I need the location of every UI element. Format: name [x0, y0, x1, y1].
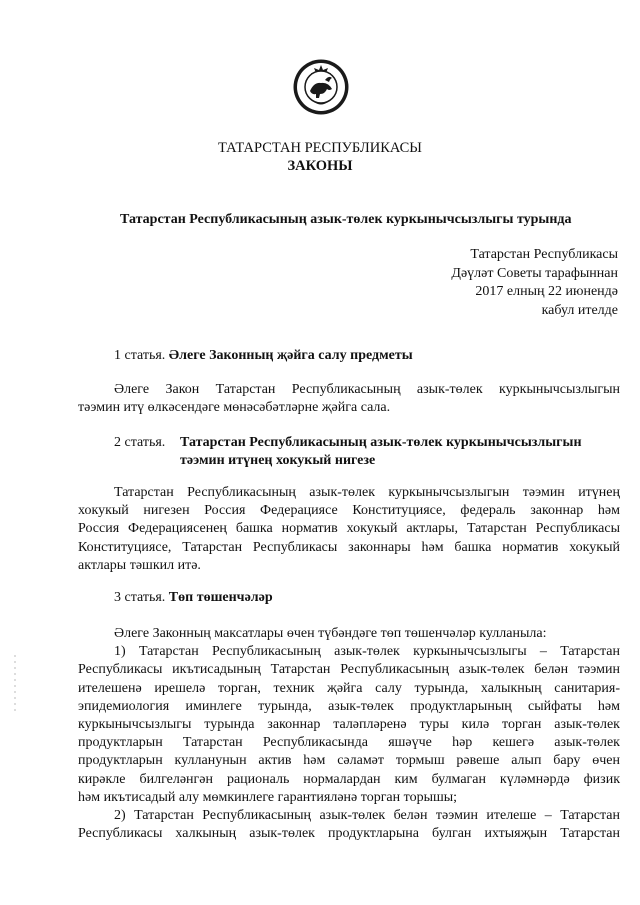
text-line: Татарстан Республикасының азык-төлек куркынычсызлыгын тәэмин итүнең	[114, 485, 620, 500]
republic-name: ТАТАРСТАН РЕСПУБЛИКАСЫ	[218, 140, 422, 156]
adoption-line: Татарстан Республикасы	[470, 247, 618, 262]
text-line: ителешенә ирешелә торган, техник җәйга салу турында, халыкның санитария-	[78, 680, 620, 696]
article-3-heading	[114, 590, 273, 606]
text-line: 2) Татарстан Республикасының азык-төлек белән тәэмин ителеше – Татарстан	[114, 808, 620, 824]
adoption-line: кабул ителде	[541, 302, 618, 318]
article-title: Төп төшенчәләр	[168, 590, 273, 605]
text-line: Әлеге Закон Татарстан Республикасының азык-төлек куркынычсызлыгын	[114, 382, 620, 397]
text-line: кирәкле билгеләнгән рациональ нормалардан ким булмаган күләмнәрдә физик	[78, 771, 620, 787]
article-number: 3 статья.	[114, 590, 166, 605]
text-line: Конституциясе, Татарстан Республикасы законнары һәм башка норматив хокукый	[78, 539, 620, 555]
text-line: һәм икътисадый алу мөмкинлеге гарантияләнә торган торышы;	[78, 789, 458, 805]
text-line: продуктларын кулланунын актив һәм сәламәт тормыш рәвеше алып бару өчен	[78, 753, 620, 769]
article-1-heading	[114, 348, 413, 364]
adoption-block	[451, 246, 618, 320]
article-title: Татарстан Республикасының азык-төлек куркынычсызлыгын тәэмин итүнең хокукый нигезе	[180, 435, 582, 468]
text-line: Россия Федерациясенең башка норматив хокукый актлары, Татарстан Республикасы	[78, 521, 620, 537]
text-line: продуктларын Татарстан Республикасында яшәүче һәр кешегә азык-төлек	[78, 735, 620, 751]
text-line: актлары тәшкил итә.	[78, 557, 201, 573]
article-2-body	[78, 484, 620, 575]
tatarstan-coat-of-arms-icon	[292, 58, 350, 116]
adoption-line: 2017 елның 22 июнендә	[475, 284, 618, 299]
article-number: 1 статья.	[114, 348, 166, 363]
law-title: Татарстан Республикасының азык-төлек куркынычсызлыгы турында	[120, 212, 572, 227]
text-line: Республикасы халкының азык-төлек продуктларына булган ихтыяҗын Татарстан	[78, 826, 620, 842]
text-line: хокукый нигезен Россия Федерациясе Конституциясе, федераль законнар һәм	[78, 503, 620, 519]
text-line: 1) Татарстан Республикасының азык-төлек куркынычсызлыгы – Татарстан	[114, 644, 620, 660]
article-3-body	[78, 625, 620, 843]
text-line: эпидемиология иминлеге турында, азык-төлек продуктларының сыйфаты һәм	[78, 698, 620, 714]
scan-margin-mark	[14, 655, 16, 715]
text-line: Әлеге Законның максатлары өчен түбәндәге төп төшенчәләр кулланыла:	[114, 626, 547, 641]
text-line: тәэмин итү өлкәсендәге мөнәсәбәтләрне җәйга сала.	[78, 400, 391, 416]
article-title: Әлеге Законның җәйга салу предметы	[168, 348, 413, 363]
text-line: куркынычсызлыгы турында законнар таләпләренә туры килә торган азык-төлек	[78, 717, 620, 733]
adoption-line: Дәүләт Советы тарафыннан	[451, 265, 618, 281]
law-label: ЗАКОНЫ	[287, 158, 353, 174]
article-number: 2 статья.	[114, 435, 166, 450]
text-line: Республикасы икътисадының Татарстан Республикасының азык-төлек белән тәэмин	[78, 662, 620, 678]
article-1-body	[78, 381, 620, 417]
